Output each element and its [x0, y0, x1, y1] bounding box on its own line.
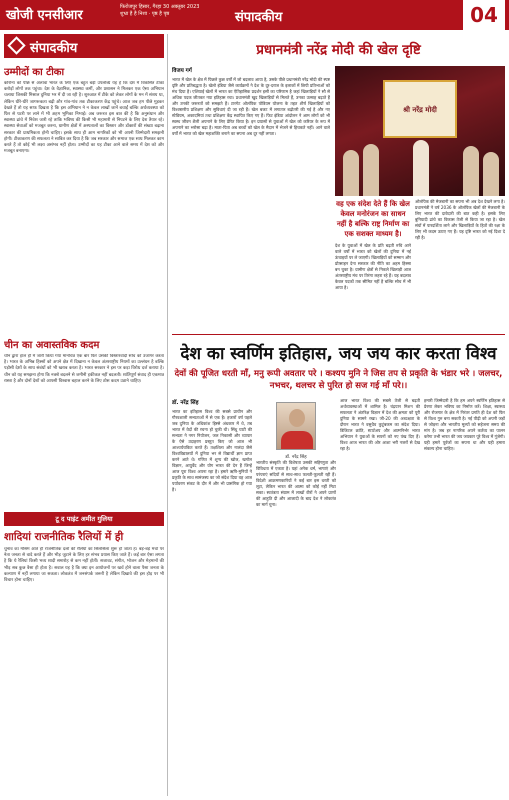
column-divider — [167, 34, 168, 796]
feature-text-4: हमारी जिम्मेदारी है कि हम अपने स्वर्णिम इतिहास से प्रेरणा लेकर भविष्य का निर्माण करें। शिक्षा, स्वास्थ्य और रोजगार के क्षेत्र में निरंतर प्रगति ही देश को फिर से विश्व गुरु बना सकती है। नई पीढ़ी को अपनी जड़ों से जोड़ना और भारतीय मूल्यों को सहेजना समय की मांग है। जब हर नागरिक अपने कर्तव्य का पालन करेगा तभी भारत की जय जयकार पूरे विश्व में गूंजेगी। यही हमारे पूर्वजों का सपना था और यही हमारा संकल्प होना चाहिए। — [424, 398, 505, 451]
feature-deck: देवों की पूजित धरती माँ, मनु रूपी अवतार परे । कश्यप मुनि ने जिस तप से प्रकृति के भंडार भरे । जलचर, नभचर, थलचर से पुरित हो सज गई माँ परे।। — [174, 369, 503, 391]
photo-person — [483, 152, 499, 196]
editorial-1-title: उम्मीदों का टीका — [4, 67, 65, 78]
lead-article-column — [172, 66, 330, 328]
photo-person — [343, 150, 359, 196]
feature-text-3: आज भारत विश्व की सबसे तेजी से बढ़ती अर्थव्यवस्थाओं में शामिल है। चंद्रयान मिशन की सफलता ने अंतरिक्ष विज्ञान में देश की क्षमता को पूरी दुनिया के सामने रखा। जी-20 की अध्यक्षता के दौरान भारत ने वसुधैव कुटुंबकम का संदेश दिया। डिजिटल क्रांति, स्टार्टअप और आत्मनिर्भर भारत अभियान ने युवाओं के सपनों को नए पंख दिए हैं। विश्व आज भारत की ओर आशा भरी नजरों से देख रहा है। — [340, 398, 420, 451]
portrait-face — [289, 409, 305, 427]
section-title: संपादकीय — [235, 10, 283, 25]
newspaper-logo: खोजी एनसीआर — [6, 8, 83, 23]
event-photo — [335, 66, 505, 196]
editorial-label-text: संपादकीय — [30, 41, 78, 56]
editorial-3-text: चुनाव का मौसम आते ही राजनीतिक दलों की रैलियों का सिलसिला शुरू हो जाता है। बड़े-बड़े मंचों पर नेता जनता से वादे करते हैं और भीड़ जुटाने के लिए हर संभव प्रयास किए जाते हैं। कई बार ऐसा लगता है कि ये रैलियां किसी भव्य शादी समारोह से कम नहीं होतीं। सजावट, संगीत, भोजन और मेहमानों की भीड़ सब कुछ वैसा ही होता है। सवाल यह है कि क्या इन आयोजनों पर खर्च होने वाला पैसा जनता के कल्याण में नहीं लगाया जा सकता। लोकतंत्र में जनसंपर्क जरूरी है लेकिन दिखावे की इस होड़ पर भी विचार होना चाहिए। — [4, 547, 164, 584]
column-tag: टू द पाइंट अमीत गुलिया — [4, 512, 164, 526]
lead-article — [172, 66, 505, 328]
left-column — [4, 34, 164, 796]
diamond-icon — [7, 36, 25, 54]
feature-byline: डॉ. नरेंद्र सिंह — [172, 400, 199, 406]
pull-quote: वह एक संदेश देते हैं कि खेल केवल मनोरंजन का साधन नहीं है बल्कि राष्ट्र निर्माण का एक सशक्त माध्यम है। — [336, 200, 410, 238]
feature-headline: देश का स्वर्णिम इतिहास, जय जय कार करता विश्व — [180, 344, 497, 364]
photo-backdrop-board — [383, 80, 457, 138]
editorial-2-text: चीन द्वारा हाल ही में जारी किया गया मानचित्र एक बार फिर उसकी विस्तारवादी सोच को उजागर करता है। भारत के अभिन्न हिस्सों को अपने क्षेत्र में दिखाना न केवल अंतरराष्ट्रीय नियमों का उल्लंघन है बल्कि पड़ोसी देशों के साथ संबंधों को भी खराब करता है। भारत सरकार ने इस पर कड़ा विरोध दर्ज कराया है। चीन को यह समझना होगा कि नक्शे बदलने से जमीनी हकीकत नहीं बदलती। शांतिपूर्ण संवाद ही एकमात्र रास्ता है और दोनों देशों को आपसी विश्वास बहाल करने के लिए ठोस कदम उठाने चाहिए। — [4, 354, 164, 384]
feature-text-1: भारत का इतिहास विश्व की सबसे प्राचीन और गौरवशाली सभ्यताओं में से एक है। हजारों वर्ष पहले जब दुनिया के अधिकांश हिस्से अंधकार में थे, तब भारत में वेदों की रचना हो चुकी थी। सिंधु घाटी की सभ्यता ने नगर नियोजन, जल निकासी और व्यापार के ऐसे उदाहरण प्रस्तुत किए जो आज भी आश्चर्यचकित करते हैं। तक्षशिला और नालंदा जैसे विश्वविद्यालयों में दुनिया भर से विद्यार्थी ज्ञान प्राप्त करने आते थे। गणित में शून्य की खोज, खगोल विज्ञान, आयुर्वेद और योग भारत की देन हैं जिन्हें आज पूरा विश्व अपना रहा है। हमारे ऋषि-मुनियों ने प्रकृति के साथ सामंजस्य का जो संदेश दिया वह आज पर्यावरण संकट के दौर में और भी प्रासंगिक हो गया है। — [172, 409, 252, 492]
author-portrait — [276, 402, 316, 450]
feature-column-3 — [340, 398, 420, 788]
feature-column-1 — [172, 398, 252, 788]
lead-article-column-3 — [415, 199, 505, 328]
feature-text-2: भारतीय संस्कृति की विशेषता उसकी सहिष्णुता और विविधता में एकता है। यहां अनेक धर्म, भाषाएं और परंपराएं सदियों से साथ-साथ फलती-फूलती रही हैं। विदेशी आक्रमणकारियों ने कई बार इस धरती को लूटा, लेकिन भारत की आत्मा को कोई नहीं मिटा सका। स्वतंत्रता संग्राम में लाखों वीरों ने अपने प्राणों की आहुति दी और आजादी के बाद देश ने लोकतंत्र का मार्ग चुना। — [256, 460, 336, 507]
lead-article-column-2 — [335, 199, 411, 328]
editorial-3-title: शादियां राजनीतिक रैलियों में ही — [4, 531, 124, 543]
lead-article-text: भारत में खेल के क्षेत्र में पिछले कुछ वर्षों में जो बदलाव आया है, उसके पीछे प्रधानमंत्री नरेंद्र मोदी की स्पष्ट दृष्टि और प्रतिबद्धता है। खेलो इंडिया जैसे कार्यक्रमों ने देश के दूर-दराज के इलाकों में छिपी प्रतिभाओं को मंच दिया है। एशियाई खेलों में भारत का ऐतिहासिक प्रदर्शन इसी का परिणाम है जहां खिलाड़ियों ने सौ से अधिक पदक जीतकर नया इतिहास रचा। प्रधानमंत्री खुद खिलाड़ियों से मिलते हैं, उनका उत्साह बढ़ाते हैं और उनकी जरूरतों को समझते हैं। टारगेट ओलंपिक पोडियम योजना के तहत शीर्ष खिलाड़ियों को विश्वस्तरीय प्रशिक्षण और सुविधाएं दी जा रही हैं। खेल बजट में लगातार बढ़ोतरी की गई है और नए स्टेडियम, अकादमियां तथा प्रशिक्षण केंद्र स्थापित किए गए हैं। फिट इंडिया आंदोलन ने आम लोगों को भी स्वस्थ जीवन शैली अपनाने के लिए प्रेरित किया है। इन प्रयासों से युवाओं में खेल को करियर के रूप में अपनाने का भरोसा बढ़ा है। माता-पिता अब बच्चों को खेल के मैदान में भेजने से हिचकते नहीं। आने वाले वर्षों में भारत को खेल महाशक्ति बनाने का सपना अब दूर नहीं लगता। — [172, 77, 330, 136]
feature-article — [172, 398, 505, 788]
section-divider — [172, 334, 505, 335]
main-headline: प्रधानमंत्री नरेंद्र मोदी की खेल दृष्टि — [256, 42, 421, 58]
lead-article-text-2: देश के युवाओं में खेल के प्रति बढ़ती रुचि आने वाले वर्षों में भारत को खेलों की दुनिया में नई ऊंचाइयों पर ले जाएगी। खिलाड़ियों को सम्मान और प्रोत्साहन देना सरकार की नीति का अहम हिस्सा बन चुका है। ग्रामीण क्षेत्रों से निकले खिलाड़ी आज अंतरराष्ट्रीय मंच पर तिरंगा लहरा रहे हैं। यह बदलाव केवल पदकों तक सीमित नहीं है बल्कि सोच में भी आया है। — [335, 243, 411, 290]
portrait-shirt — [281, 431, 313, 449]
issue-info: शुभ्रा है है निशा · पृष्ठ है पृष्ठ — [120, 11, 170, 17]
editorial-2-title: चीन का अवास्तविक कदम — [4, 340, 100, 351]
main-area — [172, 34, 505, 796]
photo-board-text: श्री नरेंद्र मोदी — [403, 106, 437, 114]
masthead — [0, 0, 509, 30]
page-number: 04 — [463, 0, 505, 30]
lead-article-text-3: ओलंपिक की मेजबानी का सपना भी अब देश देखने लगा है। प्रधानमंत्री ने वर्ष 2036 के ओलंपिक खेलों की मेजबानी के लिए भारत की दावेदारी की बात कही है। इसके लिए बुनियादी ढांचे का विकास तेजी से किया जा रहा है। खेल संघों में पारदर्शिता लाने और खिलाड़ियों के हितों की रक्षा के लिए भी कदम उठाए गए हैं। यह दृष्टि भारत को नई दिशा दे रही है। — [415, 199, 505, 240]
editorial-1-text: कोरोना को पीछे से अलावा भारत के लिए एक बहुत बड़ी उपलब्धि यह है कि देश में विकसित टीका करोड़ों लोगों तक पहुंचा। देश के वैज्ञानिक, स्वास्थ्य कर्मी, और प्रशासन ने मिलकर एक ऐसा अभियान चलाया जिसकी मिसाल दुनिया भर में दी जा रही है। शुरुआत में टीके को लेकर लोगों के मन में संशय था, लेकिन धीरे-धीरे जागरूकता बढ़ी और गांव-गांव तक टीकाकरण केंद्र पहुंचे। आज जब हम पीछे मुड़कर देखते हैं तो यह साफ दिखता है कि इस अभियान ने न केवल लाखों जानें बचाईं बल्कि अर्थव्यवस्था को फिर से पटरी पर लाने में भी अहम भूमिका निभाई। अब जरूरत इस बात की है कि अनुसंधान और स्वास्थ्य ढांचे में निवेश जारी रहे ताकि भविष्य की किसी भी महामारी से निपटने के लिए देश तैयार रहे। स्वास्थ्य सेवाओं को मजबूत करना, ग्रामीण क्षेत्रों में अस्पतालों का विस्तार और डॉक्टरों की संख्या बढ़ाना सरकार की प्राथमिकता होनी चाहिए। इसके साथ ही आम नागरिकों को भी अपनी जिम्मेदारी समझनी होगी। टीकाकरण की सफलता ने साबित कर दिया है कि जब सरकार और समाज एक साथ मिलकर काम करते हैं तो कोई भी लक्ष्य असंभव नहीं होता। उम्मीदों का यह टीका आने वाले समय में देश को और मजबूत बनाएगा। — [4, 81, 164, 155]
issue-date: फिरोजपुर हिसार, गैरहा 30 अक्तूबर 2023 — [120, 4, 200, 10]
feature-column-2 — [256, 398, 336, 788]
portrait-caption: डॉ. नरेंद्र सिंह — [285, 455, 307, 460]
feature-column-4 — [424, 398, 505, 788]
lead-byline: विजय गर्ग — [172, 68, 192, 74]
photo-person — [413, 140, 429, 196]
photo-person — [463, 146, 479, 196]
editorial-label — [4, 34, 164, 58]
photo-person — [363, 144, 379, 196]
